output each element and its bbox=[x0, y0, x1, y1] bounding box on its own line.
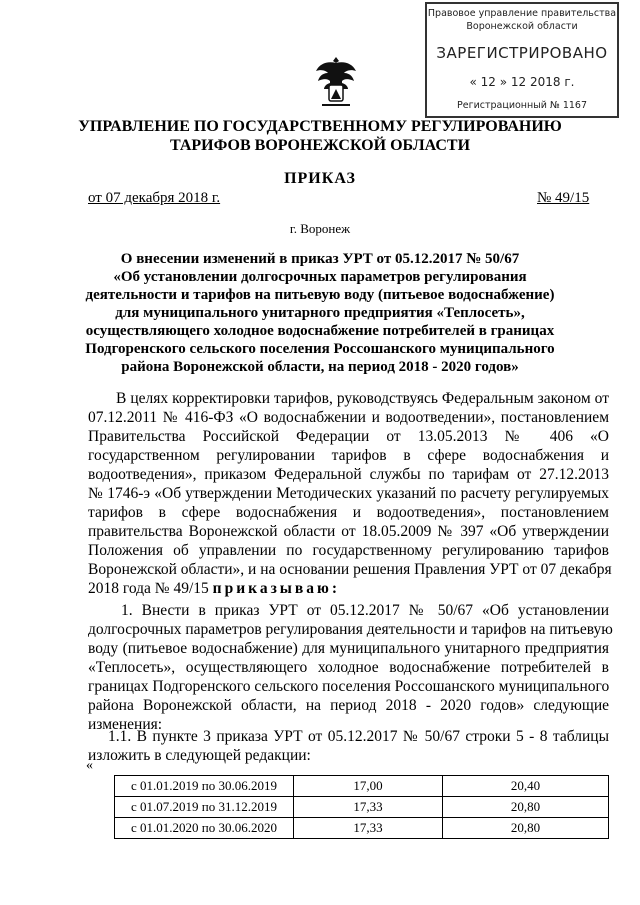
preamble-line: государственном регулировании тарифов в сфере водоснабжения и bbox=[88, 447, 609, 464]
stamp-registered: ЗАРЕГИСТРИРОВАНО bbox=[436, 44, 608, 62]
tariff-table bbox=[114, 775, 609, 839]
registration-stamp bbox=[425, 2, 619, 118]
preamble-line: Воронежской области», и на основании решения Правления УРТ от 07 декабря bbox=[88, 561, 612, 578]
preamble-last-text: 2018 года № 49/15 bbox=[88, 580, 213, 597]
stamp-line-1: Правовое управление правительства bbox=[427, 8, 617, 19]
table-cell-value: 20,40 bbox=[443, 776, 609, 797]
preamble-line: В целях корректировки тарифов, руководствуясь Федеральным законом от bbox=[116, 390, 609, 407]
table-cell-period: с 01.01.2019 по 30.06.2019 bbox=[115, 776, 294, 797]
preamble-line: Положения об управлении по государственному регулированию тарифов bbox=[88, 542, 609, 559]
stamp-reg-number: Регистрационный № 1167 bbox=[457, 100, 587, 111]
org-name-line-2: ТАРИФОВ ВОРОНЕЖСКОЙ ОБЛАСТИ bbox=[169, 137, 471, 154]
table-cell-value: 17,33 bbox=[294, 797, 443, 818]
item-1-line: района Воронежской области, на период 2018 - 2020 годов» следующие bbox=[88, 697, 609, 714]
preamble-line: правительства Воронежской области от 18.05.2009 № 397 «Об утверждении bbox=[88, 523, 609, 540]
item-1-line: воду (питьевое водоснабжение) для муниципального унитарного предприятия bbox=[88, 640, 609, 657]
preamble-line: 07.12.2011 № 416-ФЗ «О водоснабжении и водоотведении», постановлением bbox=[88, 409, 609, 426]
preamble-line: № 1746-э «Об утверждении Методических указаний по расчету регулируемых bbox=[88, 485, 609, 502]
item-1-line: «Теплосеть», осуществляющего холодное водоснабжение потребителей в bbox=[88, 659, 609, 676]
table-cell-period: с 01.01.2020 по 30.06.2020 bbox=[115, 818, 294, 839]
preamble-last-line bbox=[88, 579, 609, 598]
stamp-date: « 12 » 12 2018 г. bbox=[469, 75, 575, 89]
org-name-line-1: УПРАВЛЕНИЕ ПО ГОСУДАРСТВЕННОМУ РЕГУЛИРОВАНИЮ bbox=[78, 118, 562, 135]
title-line: Подгоренского сельского поселения Россошанского муниципального bbox=[85, 341, 555, 357]
table-row bbox=[115, 818, 609, 839]
table-row bbox=[115, 776, 609, 797]
item-1-1-line: 1.1. В пункте 3 приказа УРТ от 05.12.2017 № 50/67 строки 5 - 8 таблицы bbox=[108, 728, 609, 745]
order-word: приказываю: bbox=[212, 580, 341, 597]
item-1-line: 1. Внести в приказ УРТ от 05.12.2017 № 50/67 «Об установлении bbox=[121, 602, 609, 619]
stamp-line-2: Воронежской области bbox=[466, 21, 578, 32]
table-cell-period: с 01.07.2019 по 31.12.2019 bbox=[115, 797, 294, 818]
table-cell-value: 20,80 bbox=[443, 818, 609, 839]
title-line: осуществляющего холодное водоснабжение потребителей в границах bbox=[85, 323, 555, 339]
coat-of-arms-icon bbox=[314, 53, 358, 109]
item-1-line: долгосрочных параметров регулирования деятельности и тарифов на питьевую bbox=[88, 621, 613, 638]
title-line: деятельности и тарифов на питьевую воду (питьевое водоснабжение) bbox=[85, 287, 555, 303]
table-cell-value: 17,00 bbox=[294, 776, 443, 797]
opening-quote: « bbox=[86, 758, 93, 773]
document-city: г. Воронеж bbox=[289, 221, 351, 236]
document-type: ПРИКАЗ bbox=[284, 170, 356, 187]
preamble-line: тарифов в сфере водоснабжения и водоотведения», постановлением bbox=[88, 504, 609, 521]
title-line: района Воронежской области, на период 2018 - 2020 годов» bbox=[121, 359, 519, 375]
preamble-line: Правительства Российской Федерации от 13.05.2013 № 406 «О bbox=[88, 428, 609, 445]
item-1-1-line: изложить в следующей редакции: bbox=[88, 747, 311, 764]
table-row bbox=[115, 797, 609, 818]
item-1-line: изменения: bbox=[88, 716, 163, 733]
title-line: для муниципального унитарного предприятия «Теплосеть», bbox=[115, 305, 525, 321]
item-1-paragraph bbox=[88, 601, 613, 734]
table-cell-value: 17,33 bbox=[294, 818, 443, 839]
item-1-line: границах Подгоренского сельского поселения Россошанского муниципального bbox=[88, 678, 610, 695]
preamble-line: водоотведения», приказом Федеральной службы по тарифам от 27.12.2013 bbox=[88, 466, 609, 483]
item-1-1-paragraph bbox=[88, 727, 609, 765]
document-date: от 07 декабря 2018 г. bbox=[88, 190, 221, 206]
table-cell-value: 20,80 bbox=[443, 797, 609, 818]
document-number: № 49/15 bbox=[537, 190, 590, 206]
preamble-paragraph bbox=[88, 389, 612, 598]
title-line: О внесении изменений в приказ УРТ от 05.12.2017 № 50/67 bbox=[120, 251, 520, 267]
title-line: «Об установлении долгосрочных параметров регулирования bbox=[113, 269, 527, 285]
